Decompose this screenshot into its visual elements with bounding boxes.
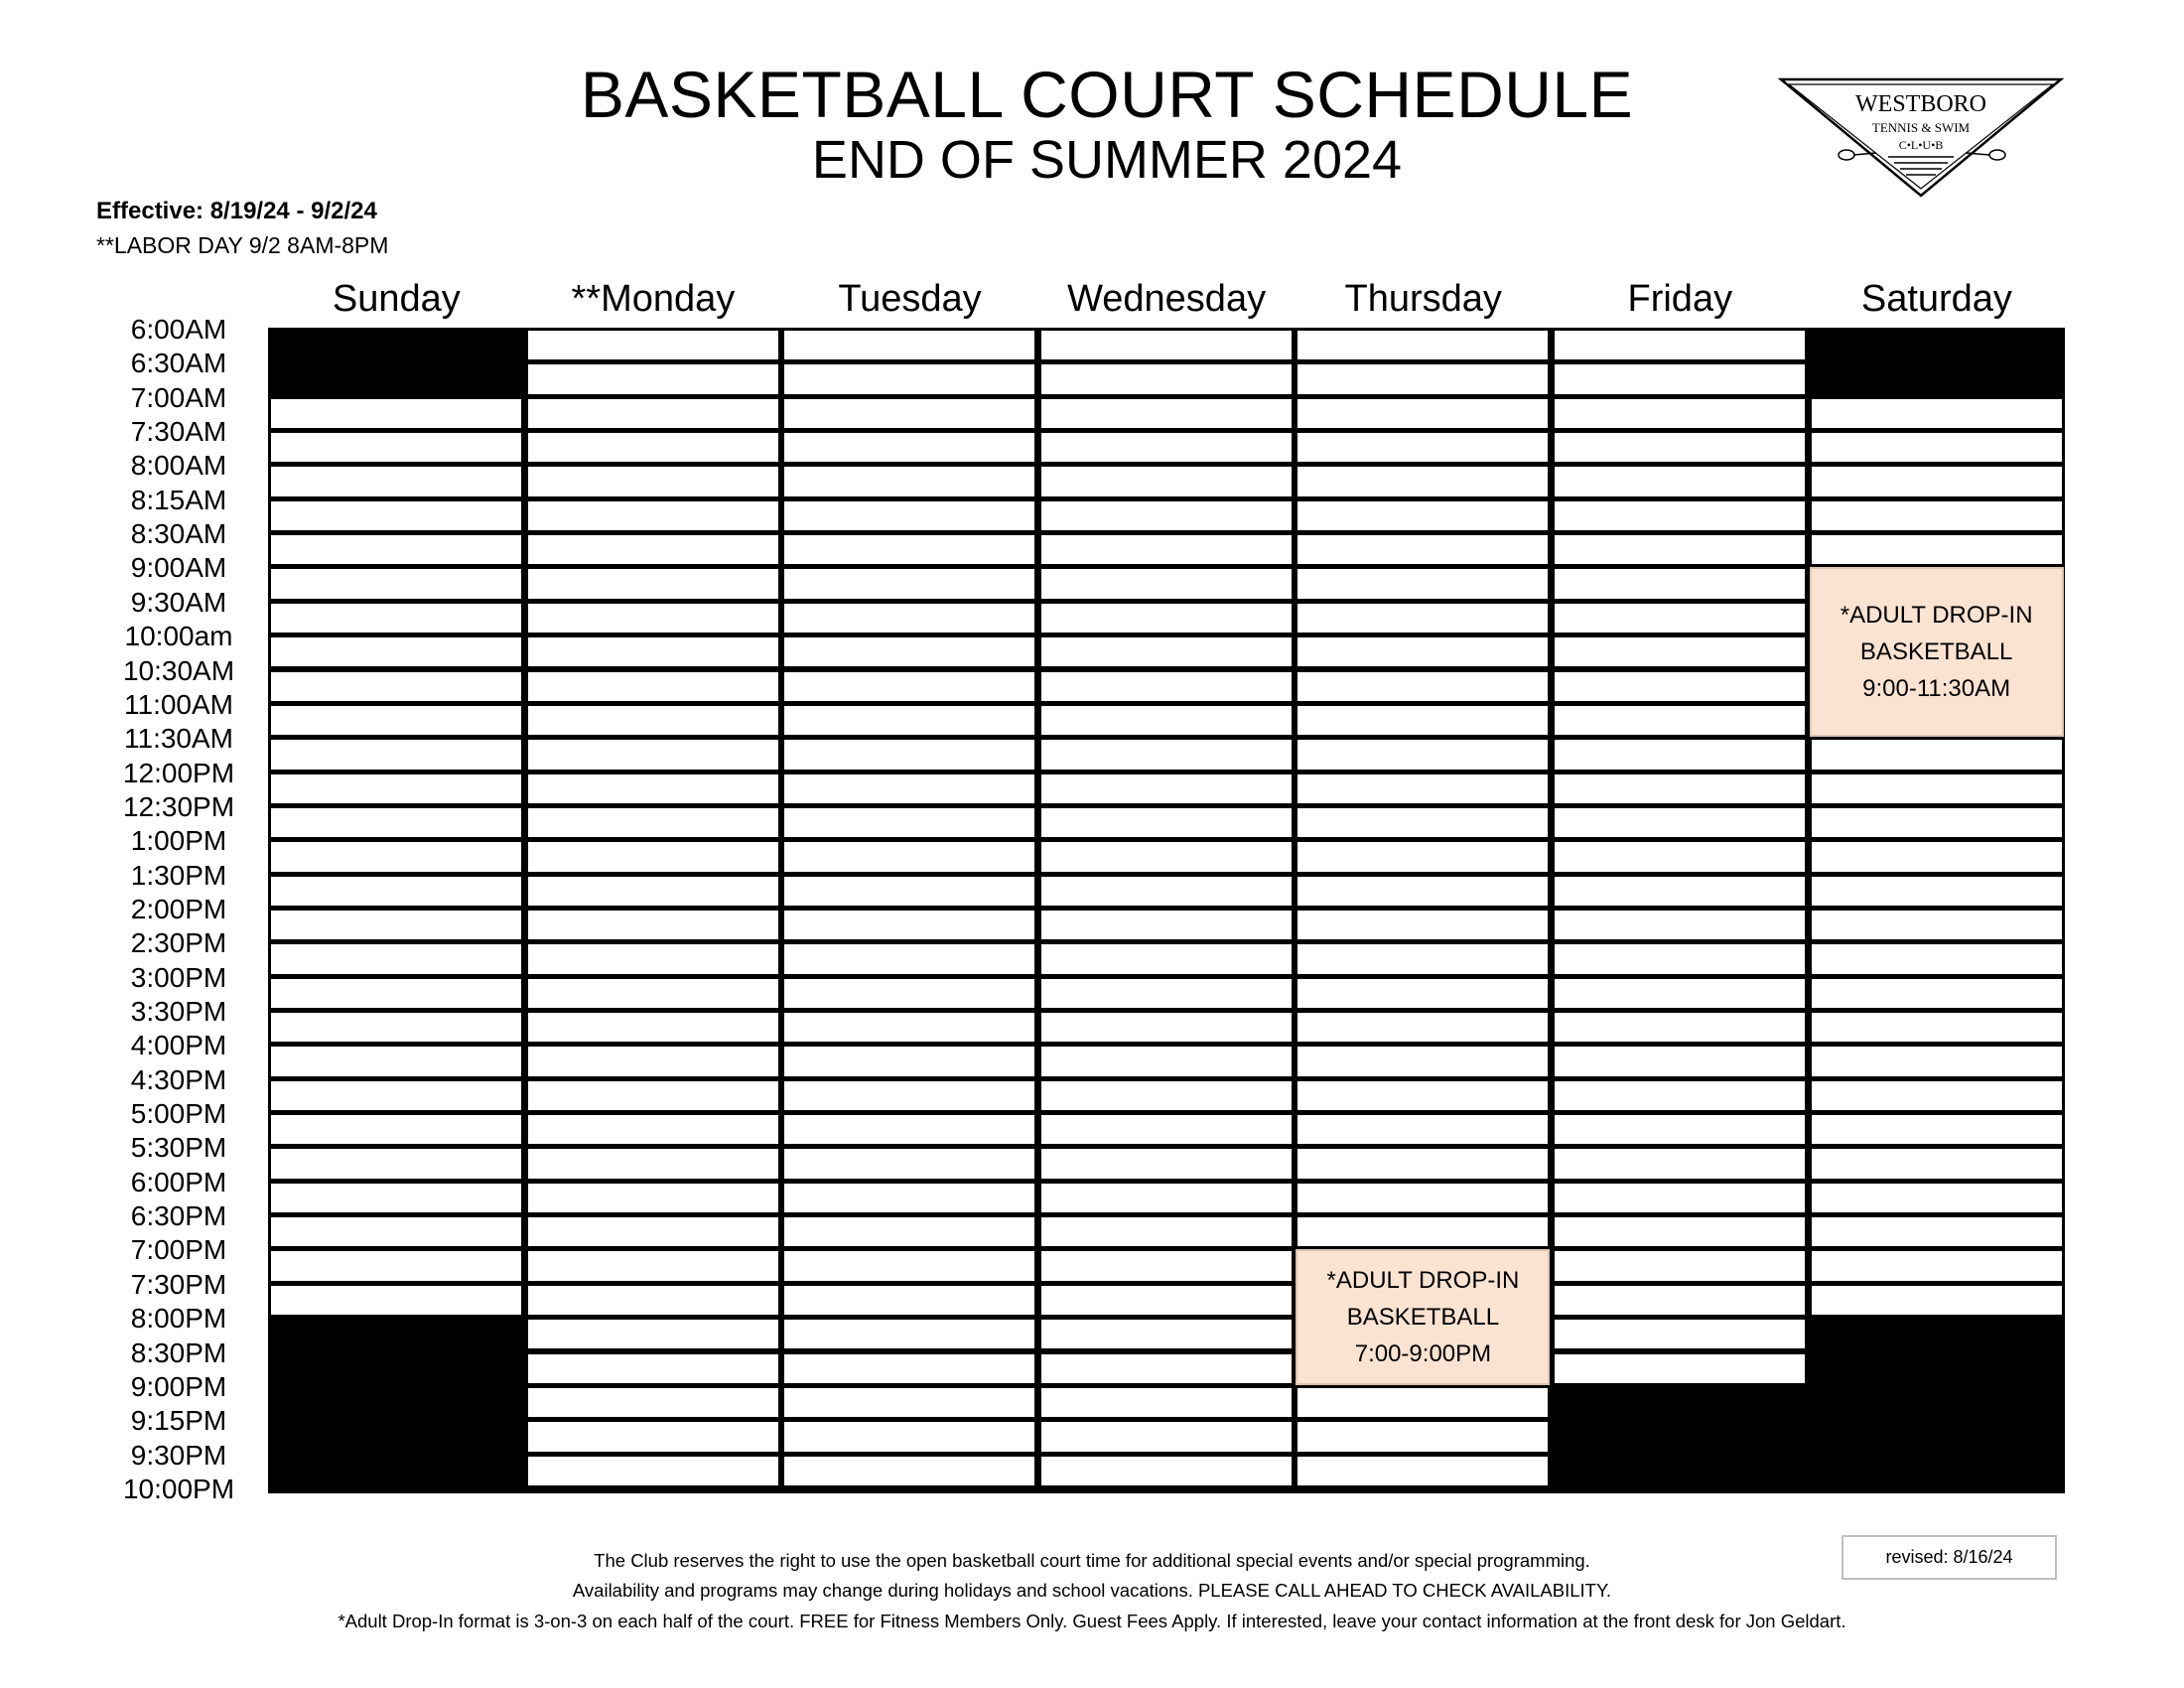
time-label: 9:15PM	[130, 1405, 227, 1437]
schedule-slot	[1810, 1284, 2064, 1317]
schedule-slot	[1553, 1011, 1807, 1044]
schedule-slot	[1553, 1318, 1807, 1350]
schedule-slot	[782, 1147, 1036, 1180]
schedule-slot	[1296, 840, 1550, 873]
schedule-slot	[782, 1249, 1036, 1282]
time-label: 5:00PM	[130, 1098, 227, 1130]
schedule-slot	[782, 704, 1036, 737]
schedule-slot	[1039, 1386, 1294, 1419]
schedule-slot	[1296, 329, 1550, 361]
schedule-slot	[1810, 1045, 2064, 1077]
schedule-slot	[526, 567, 780, 600]
schedule-slot	[269, 1011, 523, 1044]
time-label: 4:30PM	[130, 1063, 227, 1095]
schedule-slot	[1296, 567, 1550, 600]
schedule-slot	[1296, 465, 1550, 497]
schedule-slot	[1553, 840, 1807, 873]
schedule-slot	[1296, 670, 1550, 703]
schedule-slot	[1039, 977, 1294, 1010]
schedule-slot	[1553, 738, 1807, 771]
schedule-slot	[1296, 1386, 1550, 1419]
schedule-slot	[1039, 875, 1294, 908]
time-label: 2:00PM	[130, 893, 227, 924]
schedule-slot	[1810, 977, 2064, 1010]
schedule-slot	[526, 431, 780, 464]
schedule-slot	[526, 840, 780, 873]
schedule-slot	[526, 533, 780, 566]
schedule-slot	[782, 909, 1036, 941]
schedule-slot	[782, 840, 1036, 873]
schedule-slot	[1553, 1045, 1807, 1077]
logo-text-line2: TENNIS & SWIM	[1871, 120, 1971, 135]
schedule-slot	[1039, 1011, 1294, 1044]
schedule-slot	[1296, 875, 1550, 908]
time-label: 4:00PM	[130, 1030, 227, 1061]
schedule-slot	[1810, 773, 2064, 805]
schedule-slot	[1553, 431, 1807, 464]
schedule-slot	[1296, 1147, 1550, 1180]
schedule-slot	[1039, 1147, 1294, 1180]
time-label: 11:30AM	[124, 723, 233, 755]
schedule-slot	[1039, 465, 1294, 497]
schedule-slot	[1553, 329, 1807, 361]
schedule-slot	[526, 397, 780, 430]
schedule-slot	[782, 397, 1036, 430]
schedule-slot	[782, 738, 1036, 771]
schedule-slot	[1553, 362, 1807, 395]
schedule-slot	[1296, 1215, 1550, 1248]
schedule-slot	[782, 1455, 1036, 1487]
time-label: 3:30PM	[130, 996, 227, 1027]
schedule-slot	[1810, 1113, 2064, 1146]
schedule-slot	[269, 431, 523, 464]
schedule-slot	[1553, 1249, 1807, 1282]
schedule-slot	[1039, 806, 1294, 839]
schedule-slot	[1553, 1284, 1807, 1317]
day-header: Thursday	[1344, 278, 1502, 320]
schedule-slot	[269, 1215, 523, 1248]
schedule-slot	[1039, 670, 1294, 703]
schedule-slot	[1039, 1420, 1294, 1453]
time-label: 6:00PM	[130, 1166, 227, 1197]
schedule-slot	[526, 1113, 780, 1146]
schedule-slot	[1039, 1249, 1294, 1282]
schedule-slot	[1296, 431, 1550, 464]
schedule-slot	[526, 942, 780, 975]
schedule-slot	[1039, 1182, 1294, 1214]
schedule-slot	[1039, 329, 1294, 361]
schedule-slot	[1039, 499, 1294, 532]
event-text: 7:00-9:00PM	[1354, 1340, 1492, 1368]
schedule-slot	[1296, 942, 1550, 975]
schedule-slot	[526, 1386, 780, 1419]
schedule-slot	[269, 499, 523, 532]
time-label: 1:30PM	[130, 859, 227, 891]
schedule-slot	[1039, 567, 1294, 600]
schedule-slot	[1553, 635, 1807, 668]
schedule-slot	[782, 1284, 1036, 1317]
schedule-slot	[782, 773, 1036, 805]
schedule-slot	[782, 1318, 1036, 1350]
schedule-slot	[1810, 840, 2064, 873]
time-label: 11:00AM	[124, 688, 233, 720]
schedule-slot	[1296, 1113, 1550, 1146]
schedule-slot	[782, 1011, 1036, 1044]
time-label: 9:00AM	[130, 552, 227, 584]
schedule-slot	[269, 670, 523, 703]
event-text: BASKETBALL	[1859, 638, 2013, 666]
schedule-slot	[526, 602, 780, 634]
day-header: Tuesday	[838, 278, 982, 320]
schedule-slot	[269, 942, 523, 975]
schedule-slot	[269, 533, 523, 566]
schedule-slot	[1296, 397, 1550, 430]
schedule-slot	[1810, 1249, 2064, 1282]
schedule-slot	[1039, 362, 1294, 395]
schedule-slot	[526, 1079, 780, 1112]
schedule-slot	[1553, 465, 1807, 497]
schedule-slot	[1296, 704, 1550, 737]
schedule-slot	[782, 977, 1036, 1010]
schedule-slot	[782, 499, 1036, 532]
schedule-slot	[782, 942, 1036, 975]
time-label: 9:30PM	[130, 1439, 227, 1471]
schedule-slot	[782, 465, 1036, 497]
schedule-slot	[1039, 635, 1294, 668]
schedule-slot	[1039, 533, 1294, 566]
schedule-slot	[1296, 909, 1550, 941]
schedule-slot	[1039, 602, 1294, 634]
schedule-slot	[782, 567, 1036, 600]
schedule-slot	[269, 635, 523, 668]
schedule-slot	[1810, 1079, 2064, 1112]
schedule-slot	[526, 362, 780, 395]
schedule-slot	[1039, 942, 1294, 975]
schedule-slot	[1810, 1215, 2064, 1248]
schedule-slot	[1296, 499, 1550, 532]
schedule-slot	[526, 977, 780, 1010]
schedule-slot	[526, 1352, 780, 1385]
footer-note-1: The Club reserves the right to use the open basketball court time for additional special events and/or special programming.	[594, 1550, 1590, 1571]
page-title: BASKETBALL COURT SCHEDULE	[580, 58, 1634, 131]
time-label: 10:00PM	[122, 1473, 235, 1504]
schedule-slot	[1296, 635, 1550, 668]
time-label: 12:00PM	[122, 757, 235, 788]
schedule-slot	[1553, 909, 1807, 941]
schedule-slot	[782, 1079, 1036, 1112]
schedule-slot	[526, 1147, 780, 1180]
schedule-slot	[1810, 1147, 2064, 1180]
time-label: 10:00am	[124, 621, 233, 652]
schedule-slot	[269, 602, 523, 634]
time-label: 9:00PM	[130, 1370, 227, 1402]
time-label: 6:30AM	[130, 348, 227, 379]
time-label: 7:30AM	[130, 416, 227, 448]
schedule-slot	[269, 840, 523, 873]
time-label: 7:00AM	[130, 381, 227, 413]
time-label: 2:30PM	[130, 927, 227, 959]
schedule-slot	[782, 362, 1036, 395]
schedule-slot	[269, 977, 523, 1010]
schedule-slot	[1810, 533, 2064, 566]
schedule-slot	[269, 704, 523, 737]
schedule-slot	[1553, 1113, 1807, 1146]
schedule-slot	[1810, 942, 2064, 975]
schedule-slot	[526, 1215, 780, 1248]
page-subtitle: END OF SUMMER 2024	[811, 130, 1403, 190]
schedule-slot	[782, 1045, 1036, 1077]
day-header: Sunday	[332, 278, 461, 320]
schedule-slot	[1553, 602, 1807, 634]
schedule-slot	[1296, 806, 1550, 839]
schedule-slot	[1039, 1045, 1294, 1077]
event-text: *ADULT DROP-IN	[1326, 1267, 1520, 1295]
schedule-slot	[269, 1113, 523, 1146]
schedule-slot	[1810, 1182, 2064, 1214]
schedule-slot	[1039, 1352, 1294, 1385]
time-label: 5:30PM	[130, 1132, 227, 1164]
schedule-slot	[1553, 806, 1807, 839]
schedule-slot	[526, 1249, 780, 1282]
time-label: 6:00AM	[130, 314, 227, 345]
schedule-slot	[782, 1113, 1036, 1146]
schedule-slot	[782, 431, 1036, 464]
day-header: Saturday	[1860, 278, 2012, 320]
schedule-slot	[269, 1147, 523, 1180]
revised-date-box: revised: 8/16/24	[1842, 1535, 2057, 1580]
schedule-slot	[1039, 431, 1294, 464]
schedule-slot	[1296, 738, 1550, 771]
schedule-slot	[1553, 1079, 1807, 1112]
schedule-slot	[1039, 773, 1294, 805]
schedule-slot	[1810, 431, 2064, 464]
schedule-slot	[1553, 875, 1807, 908]
schedule-slot	[1296, 1011, 1550, 1044]
schedule-slot	[269, 806, 523, 839]
schedule-slot	[1553, 1215, 1807, 1248]
schedule-slot	[1553, 942, 1807, 975]
schedule-slot	[269, 567, 523, 600]
schedule-slot	[1810, 806, 2064, 839]
effective-dates: Effective: 8/19/24 - 9/2/24	[96, 198, 377, 224]
schedule-slot	[526, 1455, 780, 1487]
schedule-slot	[269, 773, 523, 805]
schedule-slot	[1296, 1455, 1550, 1487]
schedule-slot	[269, 909, 523, 941]
schedule-slot	[782, 329, 1036, 361]
event-text: BASKETBALL	[1346, 1304, 1500, 1332]
schedule-slot	[269, 465, 523, 497]
time-label: 7:00PM	[130, 1234, 227, 1266]
labor-day-note: **LABOR DAY 9/2 8AM-8PM	[96, 232, 389, 258]
schedule-slot	[1296, 1420, 1550, 1453]
event-text: *ADULT DROP-IN	[1840, 602, 2033, 630]
schedule-slot	[1810, 465, 2064, 497]
day-header: Wednesday	[1067, 278, 1267, 320]
time-label: 6:30PM	[130, 1200, 227, 1232]
time-label: 10:30AM	[122, 654, 235, 686]
schedule-slot	[1296, 533, 1550, 566]
schedule-slot	[1039, 909, 1294, 941]
time-label: 1:00PM	[130, 825, 227, 857]
schedule-slot	[526, 1045, 780, 1077]
schedule-slot	[269, 738, 523, 771]
schedule-slot	[1553, 533, 1807, 566]
schedule-slot	[1296, 1182, 1550, 1214]
time-label: 8:00PM	[130, 1303, 227, 1335]
schedule-slot	[1039, 1284, 1294, 1317]
schedule-slot	[526, 1011, 780, 1044]
schedule-slot	[1810, 397, 2064, 430]
schedule-slot	[782, 635, 1036, 668]
schedule-slot	[526, 738, 780, 771]
schedule-slot	[526, 875, 780, 908]
schedule-slot	[1039, 1318, 1294, 1350]
schedule-slot	[1039, 1455, 1294, 1487]
schedule-slot	[526, 1318, 780, 1350]
schedule-slot	[526, 1284, 780, 1317]
time-label: 9:30AM	[130, 586, 227, 618]
schedule-slot	[1553, 1147, 1807, 1180]
schedule-slot	[526, 806, 780, 839]
schedule-slot	[782, 806, 1036, 839]
schedule-slot	[782, 1352, 1036, 1385]
schedule-slot	[269, 1249, 523, 1282]
logo-text-line3: C•L•U•B	[1898, 138, 1944, 152]
schedule-slot	[1553, 1352, 1807, 1385]
schedule-slot	[269, 1284, 523, 1317]
day-header: **Monday	[571, 278, 736, 320]
schedule-slot	[1553, 977, 1807, 1010]
schedule-slot	[526, 1420, 780, 1453]
schedule-slot	[782, 533, 1036, 566]
schedule-slot	[1553, 397, 1807, 430]
schedule-slot	[1810, 909, 2064, 941]
schedule-slot	[269, 397, 523, 430]
schedule-slot	[526, 635, 780, 668]
schedule-slot	[1039, 1079, 1294, 1112]
schedule-slot	[782, 1182, 1036, 1214]
time-label: 3:00PM	[130, 961, 227, 993]
schedule-slot	[782, 1386, 1036, 1419]
schedule-slot	[782, 875, 1036, 908]
schedule-slot	[1039, 1113, 1294, 1146]
schedule-slot	[526, 1182, 780, 1214]
schedule-slot	[1039, 840, 1294, 873]
schedule-slot	[1296, 1045, 1550, 1077]
schedule-slot	[526, 909, 780, 941]
time-label: 8:15AM	[130, 484, 227, 515]
schedule-slot	[526, 499, 780, 532]
schedule-slot	[1553, 773, 1807, 805]
schedule-slot	[1553, 670, 1807, 703]
footer-note-3: *Adult Drop-In format is 3-on-3 on each half of the court. FREE for Fitness Members Only. Guest Fees Apply. If interested, leave your contact information at the front desk for Jon Geldart.	[338, 1611, 1846, 1631]
schedule-slot	[1810, 499, 2064, 532]
schedule-slot	[526, 329, 780, 361]
time-label: 12:30PM	[122, 790, 235, 822]
schedule-slot	[526, 670, 780, 703]
schedule-slot	[1810, 875, 2064, 908]
schedule-slot	[782, 602, 1036, 634]
logo-text-line1: WESTBORO	[1855, 91, 1986, 117]
time-label: 8:30PM	[130, 1336, 227, 1368]
schedule-slot	[269, 1182, 523, 1214]
schedule-slot	[1553, 499, 1807, 532]
schedule-slot	[1296, 1079, 1550, 1112]
schedule-slot	[1039, 704, 1294, 737]
schedule-slot	[1296, 602, 1550, 634]
schedule-slot	[1039, 738, 1294, 771]
schedule-slot	[526, 704, 780, 737]
schedule-slot	[1296, 773, 1550, 805]
schedule-slot	[1039, 1215, 1294, 1248]
schedule-slot	[1810, 738, 2064, 771]
schedule-slot	[526, 773, 780, 805]
schedule-slot	[269, 1079, 523, 1112]
schedule-slot	[1039, 397, 1294, 430]
schedule-slot	[782, 1420, 1036, 1453]
schedule-slot	[1296, 977, 1550, 1010]
event-block	[1296, 1249, 1550, 1384]
schedule-slot	[1296, 362, 1550, 395]
schedule-slot	[1553, 704, 1807, 737]
schedule-slot	[269, 1045, 523, 1077]
schedule-slot	[1810, 1011, 2064, 1044]
time-label: 8:30AM	[130, 518, 227, 550]
event-block	[1810, 567, 2064, 737]
schedule-slot	[1553, 567, 1807, 600]
schedule-slot	[269, 875, 523, 908]
time-label: 8:00AM	[130, 450, 227, 482]
schedule-slot	[1553, 1182, 1807, 1214]
footer-note-2: Availability and programs may change during holidays and school vacations. PLEASE CALL AHEAD TO CHECK AVAILABILITY.	[572, 1580, 1612, 1601]
schedule-slot	[782, 1215, 1036, 1248]
event-text: 9:00-11:30AM	[1862, 675, 2011, 703]
schedule-slot	[782, 670, 1036, 703]
schedule-slot	[526, 465, 780, 497]
day-header: Friday	[1627, 278, 1733, 320]
time-label: 7:30PM	[130, 1268, 227, 1300]
